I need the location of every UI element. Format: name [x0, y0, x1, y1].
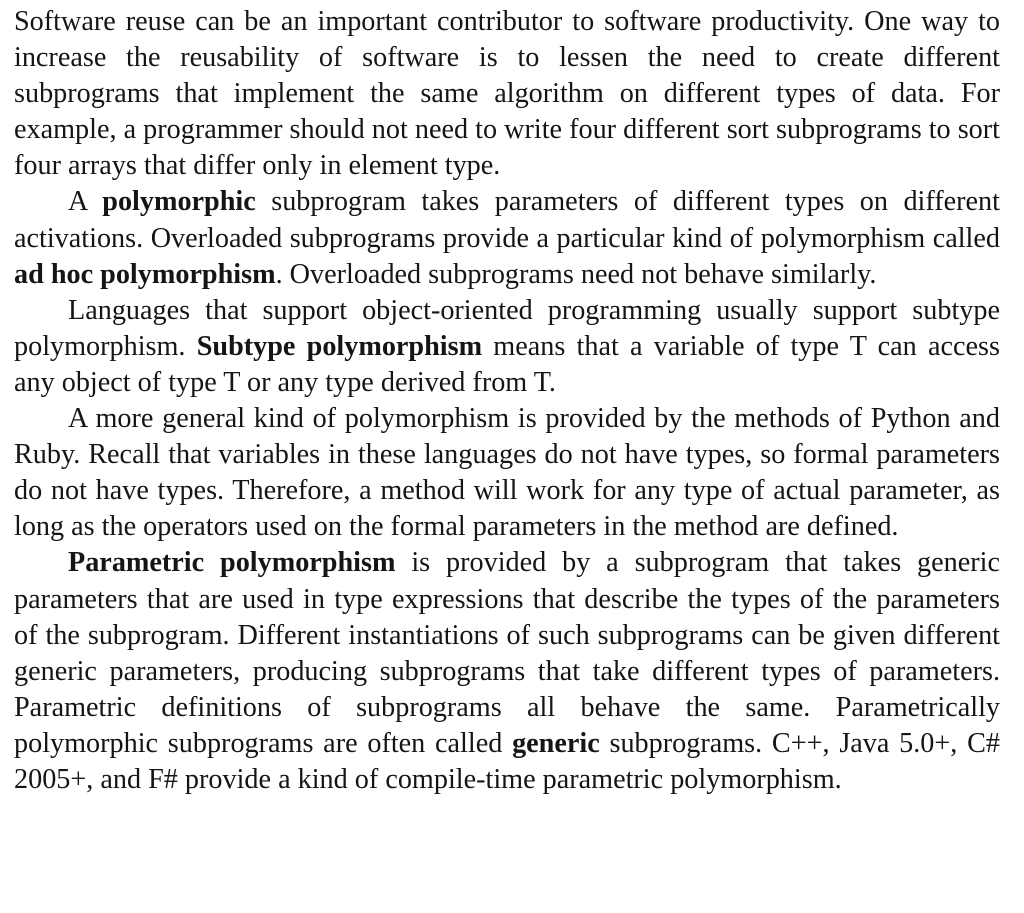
paragraph-text: is provided by a subprogram that takes generic parameters that are used in type expressions that describe the types of the parameters of the subprogram. Different instantiations of such subprograms can be given different generic parameters, producing subprograms that take different types of parameters. Parametric definitions of subprograms all behave the same. Parametrically polymorphic subprograms are often called: [14, 547, 1000, 759]
paragraph-text: . Overloaded subprograms need not behave similarly.: [275, 258, 877, 290]
paragraph-text: subprogram takes parameters of different types on different activations. Overloaded subprograms provide a particular kind of polymorphism called: [14, 186, 1000, 254]
paragraph-parametric-polymorphism: [14, 545, 1000, 798]
paragraph-text: A: [68, 186, 103, 218]
term-polymorphic: polymorphic: [102, 186, 256, 218]
paragraph-text: A more general kind of polymorphism is provided by the methods of Python and Ruby. Recall that variables in these languages do not have types, so formal parameters do not have types. Therefore, a method will work for any type of actual parameter, as long as the operators used on the formal parameters in the method are defined.: [14, 403, 1000, 543]
paragraph-text: Languages that support object-oriented programming usually support subtype polymorphism.: [14, 294, 1000, 362]
term-ad-hoc-polymorphism: ad hoc polymorphism: [14, 258, 276, 290]
paragraph-text: subprograms. C++, Java 5.0+, C# 2005+, and F# provide a kind of compile-time parametric polymorphism.: [14, 727, 1000, 795]
paragraph-subtype-polymorphism: [14, 293, 1000, 401]
term-parametric-polymorphism: Parametric polymorphism: [68, 547, 396, 579]
paragraph-python-ruby-methods: [14, 401, 1000, 545]
paragraph-text: Software reuse can be an important contributor to software productivity. One way to increase the reusability of software is to lessen the need to create different subprograms that implement the same algorithm on different types of data. For example, a programmer should not need to write four different sort subprograms to sort four arrays that differ only in element type.: [14, 6, 1000, 182]
paragraph-polymorphic: [14, 184, 1000, 292]
paragraph-text: means that a variable of type T can access any object of type T or any type derived from T.: [14, 330, 1000, 398]
term-subtype-polymorphism: Subtype polymorphism: [196, 330, 483, 362]
paragraph-software-reuse: [14, 4, 1000, 184]
term-generic: generic: [512, 727, 600, 759]
